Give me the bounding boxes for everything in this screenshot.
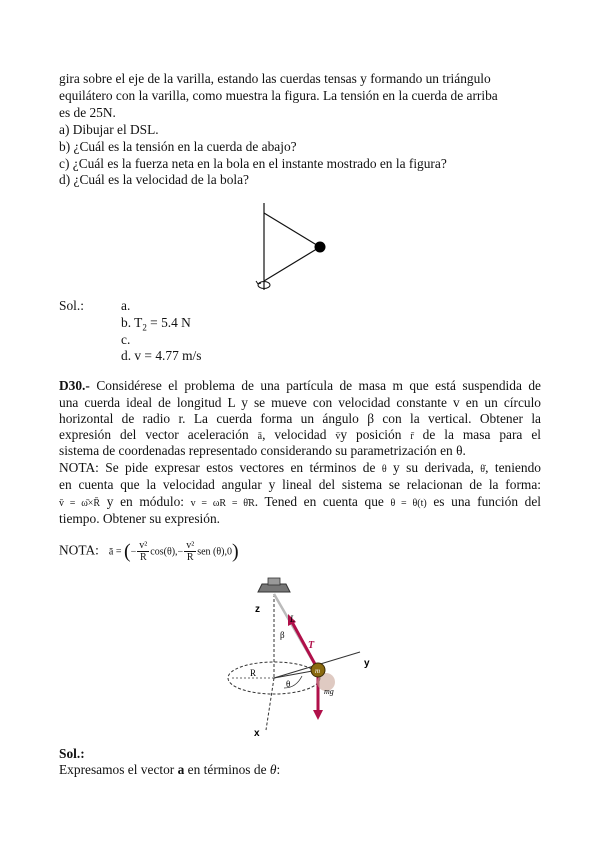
d30-line-4: expresión del vector aceleración ā, velocidad v̄y posición r̄ de la masa para el [59, 427, 541, 442]
x-label: x [254, 728, 260, 739]
z-label: z [255, 604, 260, 615]
d30-line-3: horizontal de radio r. La cuerda forma un ángulo β con la vertical. Obtener la [59, 411, 541, 426]
d30-title: D30.- [59, 378, 90, 393]
R-label: R [250, 668, 257, 678]
solution-2-text: Expresamos el vector a en términos de θ: [59, 762, 281, 777]
question-b: b) ¿Cuál es la tensión en la cuerda de abajo? [59, 139, 297, 154]
d30-line-2: una cuerda ideal de longitud L y se mueve con velocidad constante v en un círculo [59, 395, 541, 410]
d30-line-9: tiempo. Obtener su expresión. [59, 511, 221, 526]
y-label: y [364, 658, 370, 669]
solution-a: a. [121, 298, 131, 313]
intro-line-2: equilátero con la varilla, como muestra la figura. La tensión en la cuerda de arriba [59, 88, 498, 103]
d30-line-8: v̄ = ω̄×R̄ y en módulo: v = ωR = θ̇R. Tened en cuenta que θ = θ(t) es una función del [59, 494, 542, 509]
upper-string [264, 213, 320, 247]
d30-line-5: sistema de coordenadas representado considerando su parametrización en θ. [59, 443, 466, 458]
solution-c: c. [121, 332, 131, 347]
rod-ball-figure [250, 195, 340, 295]
intro-line-1: gira sobre el eje de la varilla, estando las cuerdas tensas y formando un triángulo [59, 71, 491, 86]
solution-b: b. $T_2 = 5.4$ N [121, 315, 191, 333]
d30-line-6: NOTA: Se pide expresar estos vectores en términos de θ y su derivada, θ̇, teniendo [59, 460, 541, 475]
intro-line-3: es de 25N. [59, 105, 116, 120]
solution-label: Sol.: [59, 298, 84, 313]
T-label: T [308, 640, 315, 651]
question-c: c) ¿Cuál es la fuerza neta en la bola en el instante mostrado en la figura? [59, 156, 447, 171]
question-a: a) Dibujar el DSL. [59, 122, 159, 137]
theta-label: θ [286, 679, 291, 689]
x-axis [266, 678, 274, 730]
ball [315, 242, 326, 253]
beta-label: β [280, 630, 285, 640]
conical-pendulum-figure [220, 570, 390, 740]
solution-d: d. v = 4.77 m/s [121, 348, 202, 363]
question-d: d) ¿Cuál es la velocidad de la bola? [59, 172, 249, 187]
m-label: m [315, 667, 321, 675]
d30-line-1: D30.- Considérese el problema de una partícula de masa m que está suspendida de [59, 378, 541, 393]
solution-2-label: Sol.: [59, 746, 85, 761]
nota-formula: NOTA: ā = (− $\frac{\text{v²}}{R}$ cos(θ),− $\frac{\text{v²}}{R}$ sen (θ),0) [59, 540, 239, 563]
mg-label: mg [324, 687, 334, 696]
lower-string [264, 247, 320, 281]
L-label: L [290, 614, 296, 624]
d30-line-7: en cuenta que la velocidad angular y lineal del sistema se relacionan de la forma: [59, 477, 541, 492]
